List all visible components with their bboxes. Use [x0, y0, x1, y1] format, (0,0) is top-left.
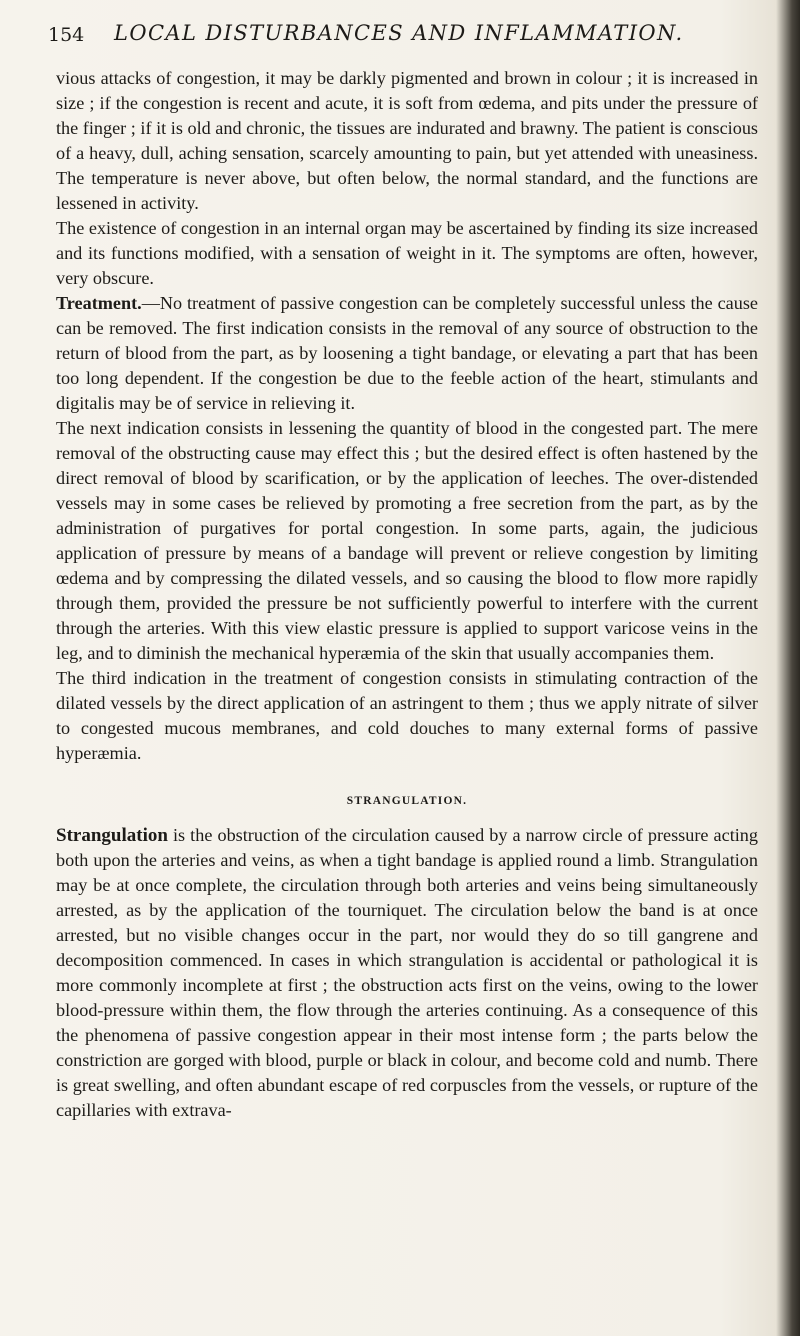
- paragraph-continuation: vious attacks of congestion, it may be darkly pigmented and brown in colour ; it is increased in size ; if the congestion is recent and acute, it is soft from œdema, and pits under the pressure of the finger ; if it is old and chronic, the tissues are indurated and brawny. The patient is conscious of a heavy, dull, aching sensation, scarcely amounting to pain, but yet attended with uneasiness. The temperature is never above, but often below, the normal standard, and the functions are lessened in activity.: [56, 68, 758, 213]
- section-heading: STRANGULATION.: [346, 795, 468, 807]
- paragraph-third-indication: The third indication in the treatment of congestion consists in stimulating contraction of the dilated vessels by the direct application of an astringent to them ; thus we apply nitrate of silver to congested mucous membranes, and cold douches to many external forms of passive hyperæmia.: [56, 668, 758, 763]
- paragraph-internal-organ: The existence of congestion in an internal organ may be ascertained by finding its size increased and its functions modified, with a sensation of weight in it. The symptoms are often, however, very obscure.: [56, 218, 758, 288]
- treatment-text: —No treatment of passive congestion can be completely successful unless the cause can be removed. The first indication consists in the removal of any source of obstruction to the return of blood from the part, as by loosening a tight bandage, or elevating a part that has been too long dependent. If the congestion be due to the feeble action of the heart, stimulants and digitalis may be of service in relieving it.: [56, 293, 758, 413]
- paragraph-next-indication: The next indication consists in lessening the quantity of blood in the congested part. The mere removal of the obstructing cause may effect this ; but the desired effect is often hastened by the direct removal of blood by scarification, or by the application of leeches. The over-distended vessels may in some cases be relieved by promoting a free secretion from the part, as by the administration of purgatives for portal congestion. In some parts, again, the judicious application of pressure by means of a bandage will prevent or relieve congestion by limiting œdema and by compressing the dilated vessels, and so causing the blood to flow more rapidly through them, provided the pressure be not sufficiently powerful to interfere with the current through the arteries. With this view elastic pressure is applied to support varicose veins in the leg, and to diminish the mechanical hyperæmia of the skin that usually accompanies them.: [56, 418, 758, 663]
- page-number: 154: [48, 24, 85, 46]
- paragraph-strangulation: [56, 823, 758, 1123]
- paragraph-treatment: [56, 291, 758, 416]
- body-text: [56, 66, 758, 1123]
- strangulation-text: is the obstruction of the circulation caused by a narrow circle of pressure acting both upon the arteries and veins, as when a tight bandage is applied round a limb. Strangulation may be at once complete, the circulation through both arteries and veins being simultaneously arrested, as by the application of the tourniquet. The circulation below the band is at once arrested, but no visible changes occur in the part, nor would they do so till gangrene and decomposition commenced. In cases in which strangulation is accidental or pathological it is more commonly incomplete at first ; the obstruction acts first on the veins, owing to the lower blood-pressure within them, the flow through the arteries continuing. As a consequence of this the phenomena of passive congestion appear in their most intense form ; the parts below the constriction are gorged with blood, purple or black in colour, and become cold and numb. There is great swelling, and often abundant escape of red corpuscles from the vessels, or rupture of the capillaries with extrava-: [56, 825, 758, 1120]
- running-title: LOCAL DISTURBANCES AND INFLAMMATION.: [114, 21, 684, 45]
- strangulation-lead: Strangulation: [56, 825, 168, 846]
- treatment-lead: Treatment.: [56, 293, 142, 313]
